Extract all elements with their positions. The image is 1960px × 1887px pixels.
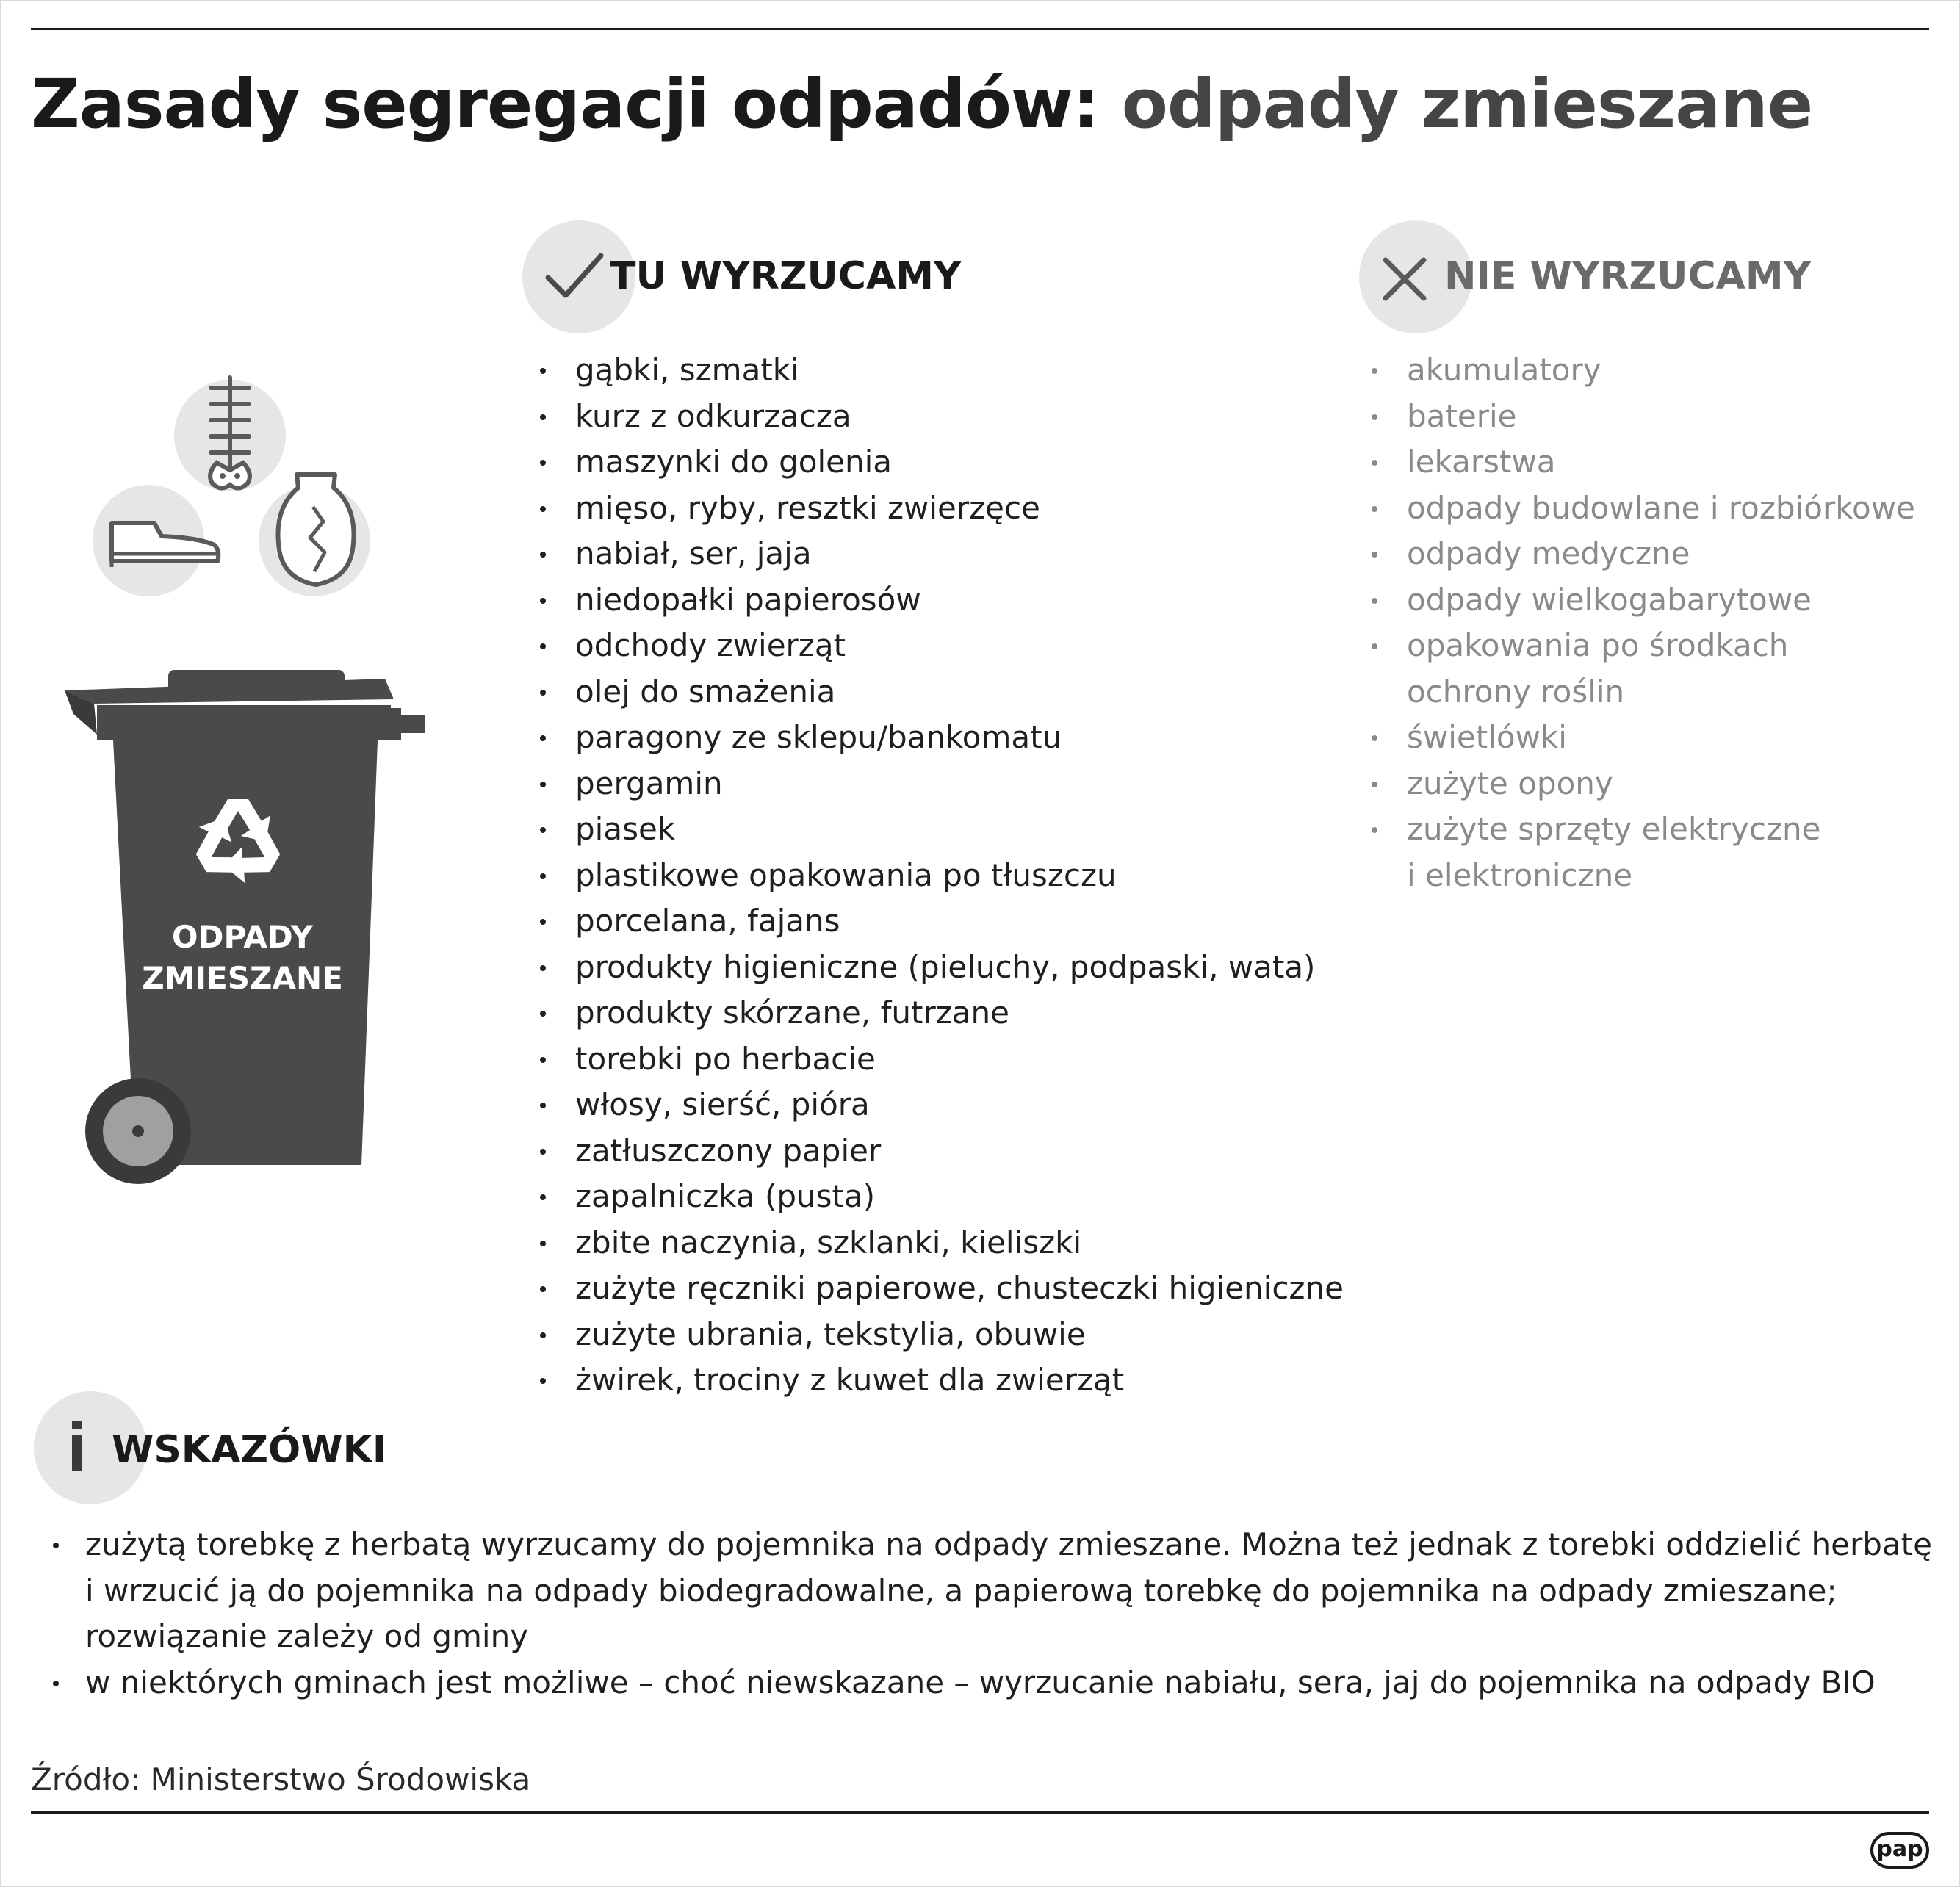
list-item-line: zużyte sprzęty elektryczne: [1407, 811, 1821, 847]
list-item: [534, 1266, 1344, 1312]
list-item-line: produkty higieniczne (pieluchy, podpaski, wata): [575, 948, 1316, 985]
list-item: [534, 347, 1344, 394]
list-item-line: świetlówki: [1407, 719, 1567, 755]
list-item-line: niedopałki papierosów: [575, 581, 921, 618]
list-item-line: torebki po herbacie: [575, 1040, 876, 1077]
fish-bone-icon: [174, 375, 286, 496]
info-icon: [66, 1418, 88, 1473]
list-item-line: nabiał, ser, jaja: [575, 535, 812, 571]
title-main: Zasady segregacji odpadów:: [31, 65, 1099, 143]
bin-label: [118, 917, 367, 999]
list-item: [534, 1220, 1344, 1266]
list-item: [1366, 394, 1915, 440]
list-item: [534, 439, 1344, 486]
list-item-line: lekarstwa: [1407, 444, 1556, 480]
list-item: [534, 1082, 1344, 1128]
page-title: [31, 60, 1812, 148]
list-item: [534, 623, 1344, 669]
tip-item: [44, 1660, 1932, 1706]
list-item: [534, 945, 1344, 991]
list-item-line: włosy, sierść, pióra: [575, 1086, 870, 1122]
list-item-line: baterie: [1407, 397, 1517, 434]
list-item-line: odpady wielkogabarytowe: [1407, 581, 1812, 618]
list-item: [1366, 577, 1915, 624]
list-item-line: kurz z odkurzacza: [575, 397, 851, 434]
list-item-line: plastikowe opakowania po tłuszczu: [575, 856, 1117, 893]
list-item-line: odchody zwierząt: [575, 627, 846, 663]
shoe-icon: [103, 499, 228, 573]
list-item-line: zbite naczynia, szklanki, kieliszki: [575, 1224, 1082, 1260]
list-item: [534, 1174, 1344, 1220]
list-item: [534, 715, 1344, 761]
tip-line: w niektórych gminach jest możliwe – choć niewskazane – wyrzucanie nabiału, sera, jaj do pojemnika na odpady BIO: [85, 1664, 1876, 1700]
list-item: [1366, 623, 1915, 715]
list-item: [534, 394, 1344, 440]
list-item: [534, 1312, 1344, 1358]
list-item: [534, 577, 1344, 624]
pap-logo: pap: [1870, 1832, 1929, 1869]
list-item-line: zużyte ubrania, tekstylia, obuwie: [575, 1316, 1086, 1352]
bin-label-line1: ODPADY: [171, 919, 314, 955]
list-item: [1366, 531, 1915, 577]
list-item-line: ochrony roślin: [1407, 673, 1625, 710]
list-item: [1366, 807, 1915, 898]
list-item-line: odpady budowlane i rozbiórkowe: [1407, 489, 1915, 526]
list-item-line: produkty skórzane, futrzane: [575, 995, 1009, 1031]
list-item-line: piasek: [575, 811, 676, 847]
no-list: [1366, 347, 1915, 898]
list-item: [534, 1036, 1344, 1083]
list-item: [534, 1128, 1344, 1175]
source-note: Źródło: Ministerstwo Środowiska: [31, 1761, 531, 1797]
list-item-line: zużyte opony: [1407, 765, 1613, 801]
list-item: [534, 761, 1344, 807]
list-item-line: porcelana, fajans: [575, 903, 840, 939]
list-item: [1366, 439, 1915, 486]
no-heading: NIE WYRZUCAMY: [1444, 254, 1812, 298]
list-item-line: mięso, ryby, resztki zwierzęce: [575, 489, 1040, 526]
tip-line: rozwiązanie zależy od gminy: [85, 1618, 529, 1654]
bottom-rule: [31, 1811, 1929, 1814]
tip-line: i wrzucić ją do pojemnika na odpady biodegradowalne, a papierową torebkę do pojemnika na odpady zmieszane;: [85, 1572, 1837, 1609]
tips-heading: WSKAZÓWKI: [112, 1428, 387, 1472]
bin-label-line2: ZMIESZANE: [142, 960, 343, 996]
list-item: [534, 669, 1344, 715]
list-item: [1366, 715, 1915, 761]
list-item-line: gąbki, szmatki: [575, 352, 799, 388]
top-rule: [31, 28, 1929, 30]
list-item-line: pergamin: [575, 765, 723, 801]
list-item-line: zapalniczka (pusta): [575, 1178, 876, 1214]
list-item: [1366, 761, 1915, 807]
list-item-line: zatłuszczony papier: [575, 1132, 882, 1169]
list-item-line: żwirek, trociny z kuwet dla zwierząt: [575, 1362, 1125, 1398]
list-item-line: paragony ze sklepu/bankomatu: [575, 719, 1062, 755]
list-item-line: i elektroniczne: [1407, 856, 1633, 893]
list-item: [534, 853, 1344, 899]
list-item: [534, 531, 1344, 577]
list-item: [534, 1357, 1344, 1404]
list-item: [534, 898, 1344, 945]
tips-list: [44, 1522, 1932, 1706]
list-item: [534, 486, 1344, 532]
list-item-line: olej do smażenia: [575, 673, 836, 710]
yes-list: [534, 347, 1344, 1404]
list-item: [1366, 486, 1915, 532]
list-item: [534, 807, 1344, 853]
list-item-line: zużyte ręczniki papierowe, chusteczki higieniczne: [575, 1270, 1344, 1306]
yes-heading: TU WYRZUCAMY: [610, 254, 962, 298]
list-item: [534, 990, 1344, 1036]
list-item-line: opakowania po środkach: [1407, 627, 1789, 663]
tip-item: [44, 1522, 1932, 1660]
list-item-line: odpady medyczne: [1407, 535, 1690, 571]
list-item: [1366, 347, 1915, 394]
check-icon: [544, 250, 605, 303]
title-accent: odpady zmieszane: [1121, 65, 1813, 143]
list-item-line: akumulatory: [1407, 352, 1601, 388]
list-item-line: maszynki do golenia: [575, 444, 892, 480]
x-icon: [1381, 256, 1428, 303]
broken-vase-icon: [272, 470, 360, 591]
tip-line: zużytą torebkę z herbatą wyrzucamy do pojemnika na odpady zmieszane. Można też jednak z torebki oddzielić herbatę: [85, 1526, 1932, 1562]
